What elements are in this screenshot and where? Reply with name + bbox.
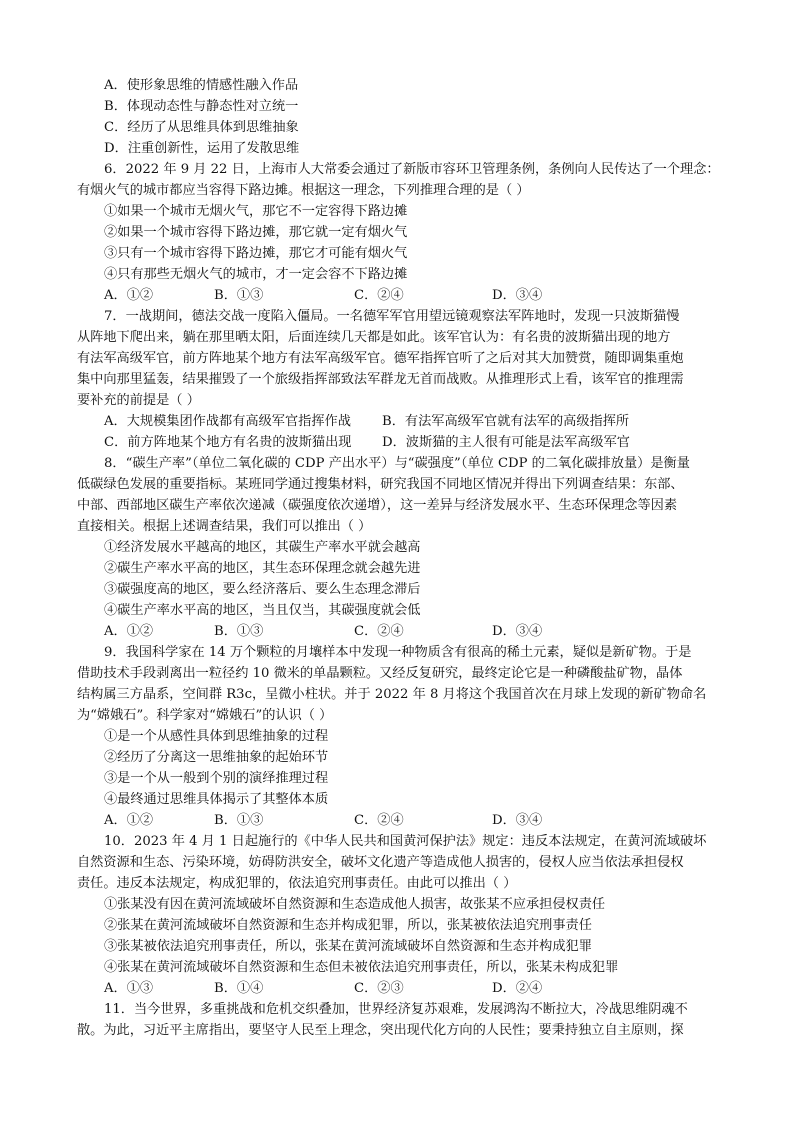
q7-stem-line: 有法军高级军官，前方阵地某个地方有法军高级军官。德军指挥官听了之后对其大加赞赏，随即调集重炮 [77, 351, 684, 366]
q7-stem-line: 从阵地下爬出来，躺在那里晒太阳，后面连续几天都是如此。该军官认为：有名贵的波斯猫出现的地方 [77, 330, 671, 345]
q11-stem-line: 散。为此，习近平主席指出，要坚守人民至上理念，突出现代化方向的人民性；要秉持独立自主原则，探 [77, 1023, 684, 1038]
q10-option-d: D．②④ [492, 981, 543, 996]
q7-option-b: B．有法军高级军官就有法军的高级指挥所 [382, 414, 630, 429]
q10-item: ②张某在黄河流域破坏自然资源和生态并构成犯罪，所以，张某被依法追究刑事责任 [104, 918, 592, 933]
q9-item: ①是一个从感性具体到思维抽象的过程 [104, 729, 329, 744]
q10-item: ④张某在黄河流域破坏自然资源和生态但未被依法追究刑事责任，所以，张某未构成犯罪 [104, 960, 619, 975]
q8-item: ①经济发展水平越高的地区，其碳生产率水平就会越高 [104, 540, 421, 555]
q9-option-c: C．②④ [354, 813, 404, 828]
q10-item: ③张某被依法追究刑事责任，所以，张某在黄河流域破坏自然资源和生态并构成犯罪 [104, 939, 592, 954]
q7-stem-line: 集中向那里猛轰，结果摧毁了一个旅级指挥部致法军群龙无首而战败。从推理形式上看，该军官的推理需 [77, 372, 684, 387]
q8-item: ②碳生产率水平高的地区，其生态环保理念就会越先进 [104, 561, 421, 576]
q8-item: ③碳强度高的地区，要么经济落后、要么生态理念滞后 [104, 582, 421, 597]
q8-stem-line: 中部、西部地区碳生产率依次递减（碳强度依次递增），这一差异与经济发展水平、生态环保理念等因素 [77, 498, 678, 513]
q6-item: ④只有那些无烟火气的城市，才一定会容不下路边摊 [104, 267, 408, 282]
q5-option-a: A．使形象思维的情感性融入作品 [104, 78, 299, 93]
q7-option-d: D．波斯猫的主人很有可能是法军高级军官 [382, 435, 630, 450]
q8-option-b: B．①③ [214, 624, 264, 639]
q8-stem-line: 直接相关。根据上述调查结果，我们可以推出（ ） [77, 519, 372, 534]
q6-stem-line: 6．2022 年 9 月 22 日，上海市人大常委会通过了新版市容环卫管理条例，条例向人民传达了一个理念： [104, 162, 720, 177]
q6-stem-line: 有烟火气的城市都应当容得下路边摊。根据这一理念，下列推理合理的是（ ） [77, 183, 530, 198]
q10-option-c: C．②③ [354, 981, 404, 996]
q7-option-c: C．前方阵地某个地方有名贵的波斯猫出现 [104, 435, 352, 450]
q9-stem-line: 为“嫦娥石”。科学家对“嫦娥石”的认识（ ） [77, 708, 333, 723]
q8-options [104, 622, 592, 642]
q7-stem-line: 要补充的前提是（ ） [77, 393, 200, 408]
q6-option-d: D．③④ [492, 288, 543, 303]
q9-option-b: B．①③ [214, 813, 264, 828]
q8-item: ④碳生产率水平高的地区，当且仅当，其碳强度就会低 [104, 603, 421, 618]
q9-stem-line: 借助技术手段剥离出一粒径约 10 微米的单晶颗粒。又经反复研究，最终定论它是一种磷酸盐矿物，晶体 [77, 666, 683, 681]
q9-options [104, 811, 592, 831]
q9-stem-line: 9．我国科学家在 14 万个颗粒的月壤样本中发现一种物质含有很高的稀土元素，疑似是新矿物。于是 [104, 645, 692, 660]
q6-item: ②如果一个城市容得下路边摊，那它就一定有烟火气 [104, 225, 408, 240]
q10-options [104, 979, 592, 999]
q10-stem-line: 责任。违反本法规定，构成犯罪的，依法追究刑事责任。由此可以推出（ ） [77, 876, 517, 891]
q11-stem-line: 11．当今世界，多重挑战和危机交织叠加，世界经济复苏艰难，发展鸿沟不断拉大，冷战思维阴魂不 [104, 1002, 688, 1017]
q8-option-a: A．①② [104, 624, 154, 639]
q10-option-a: A．①③ [104, 981, 154, 996]
q10-stem-line: 10．2023 年 4 月 1 日起施行的《中华人民共和国黄河保护法》规定：违反本法规定，在黄河流域破坏 [104, 834, 707, 849]
q6-option-c: C．②④ [354, 288, 404, 303]
q8-option-c: C．②④ [354, 624, 404, 639]
q9-item: ③是一个从一般到个别的演绎推理过程 [104, 771, 329, 786]
q8-option-d: D．③④ [492, 624, 543, 639]
q10-item: ①张某没有因在黄河流域破坏自然资源和生态造成他人损害，故张某不应承担侵权责任 [104, 897, 606, 912]
q8-stem-line: 8．“碳生产率”（单位二氧化碳的 CDP 产出水平）与“碳强度”（单位 CDP 的二氧化碳排放量）是衡量 [104, 456, 690, 471]
q7-option-a: A．大规模集团作战都有高级军官指挥作战 [104, 414, 351, 429]
q7-stem-line: 7．一战期间，德法交战一度陷入僵局。一名德军军官用望远镜观察法军阵地时，发现一只波斯猫慢 [104, 309, 680, 324]
q5-option-c: C．经历了从思维具体到思维抽象 [104, 120, 299, 135]
q6-option-b: B．①③ [214, 288, 264, 303]
q10-option-b: B．①④ [214, 981, 264, 996]
q6-item: ①如果一个城市无烟火气，那它不一定容得下路边摊 [104, 204, 408, 219]
q7-options-row [104, 433, 630, 453]
q6-option-a: A．①② [104, 288, 154, 303]
q6-item: ③只有一个城市容得下路边摊，那它才可能有烟火气 [104, 246, 408, 261]
q9-item: ④最终通过思维具体揭示了其整体本质 [104, 792, 329, 807]
q8-stem-line: 低碳绿色发展的重要指标。某班同学通过搜集材料，研究我国不同地区情况并得出下列调查结果：东部、 [77, 477, 684, 492]
q9-item: ②经历了分离这一思维抽象的起始环节 [104, 750, 329, 765]
q9-option-a: A．①② [104, 813, 154, 828]
q10-stem-line: 自然资源和生态、污染环境，妨碍防洪安全，破坏文化遗产等造成他人损害的，侵权人应当依法承担侵权 [77, 855, 684, 870]
q5-option-d: D．注重创新性，运用了发散思维 [104, 141, 300, 156]
q9-option-d: D．③④ [492, 813, 543, 828]
q5-option-b: B．体现动态性与静态性对立统一 [104, 99, 299, 114]
q7-options-row [104, 412, 629, 432]
q6-options [104, 286, 592, 306]
q9-stem-line: 结构属三方晶系，空间群 R3c，呈微小柱状。并于 2022 年 8 月将这个我国首次在月球上发现的新矿物命名 [77, 687, 707, 702]
